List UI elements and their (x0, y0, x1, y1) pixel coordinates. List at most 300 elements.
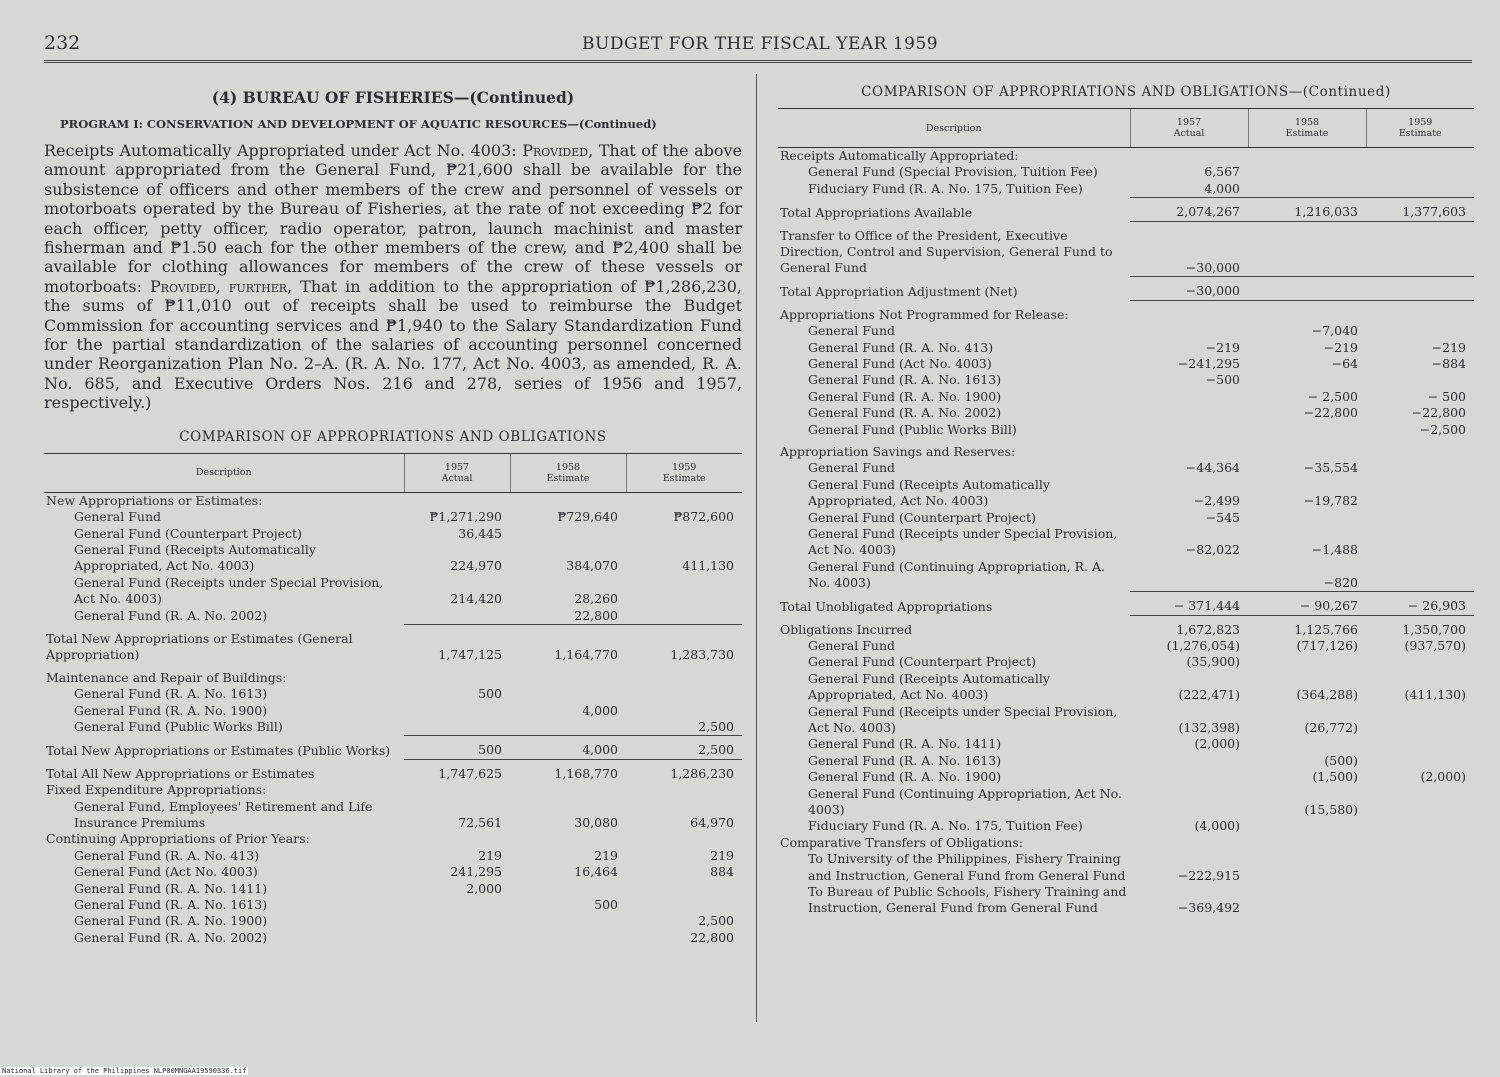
row-value (626, 881, 742, 897)
row-value: − 90,267 (1248, 598, 1366, 615)
table-row (44, 848, 742, 864)
row-description: General Fund, Employees' Retirement and Life Insurance Premiums (74, 798, 373, 830)
table-row (44, 881, 742, 897)
row-value (1248, 884, 1366, 917)
table-row (778, 164, 1474, 180)
table-row (778, 753, 1474, 769)
table-row (778, 736, 1474, 752)
row-value (510, 913, 626, 929)
row-value (1248, 228, 1366, 277)
table-row (44, 719, 742, 736)
row-value: −64 (1331, 355, 1358, 371)
row-value: 1,168,770 (554, 765, 618, 781)
row-value (1248, 164, 1366, 180)
row-value (626, 526, 742, 542)
row-description: General Fund (Public Works Bill) (74, 719, 283, 735)
table-row (44, 864, 742, 880)
row-description: General Fund (Receipts Automatically Appropriated, Act No. 4003) (808, 670, 1050, 703)
row-value: 500 (478, 686, 502, 702)
row-value (1248, 307, 1366, 323)
row-value (510, 782, 626, 798)
row-value (1130, 444, 1248, 460)
row-value (1130, 307, 1248, 323)
table-row (778, 884, 1474, 917)
table-row (778, 460, 1474, 476)
table-row (778, 307, 1474, 323)
row-description: General Fund (R. A. No. 1613) (74, 897, 268, 913)
row-value (1366, 884, 1474, 917)
row-value: 2,074,267 (1130, 204, 1248, 221)
scan-footer: National Library of the Philippines NLP00MNGAA19590336.tif (2, 1067, 247, 1075)
row-description: General Fund (Receipts under Special Provision, Act No. 4003) (808, 703, 1118, 735)
table-row (778, 638, 1474, 654)
table-row (44, 799, 742, 832)
para-provided-further: Provided, further, (149, 276, 293, 296)
row-value (404, 930, 510, 946)
row-description: Appropriation Savings and Reserves: (780, 444, 1016, 459)
row-value: −369,492 (1177, 900, 1240, 916)
row-value: − 2,500 (1307, 388, 1358, 404)
row-value (626, 831, 742, 847)
row-description: General Fund (Act No. 4003) (808, 355, 992, 371)
row-value: (222,471) (1178, 687, 1240, 703)
row-value (510, 526, 626, 542)
column-header: 1958 Estimate (1248, 109, 1366, 148)
row-description: General Fund (Receipts under Special Provision, Act No. 4003) (808, 526, 1118, 558)
row-description: Transfer to Office of the President, Executive Direction, Control and Supervision, General Fund to General Fund (780, 227, 1113, 276)
row-value: −219 (1323, 339, 1358, 355)
row-value: −219 (1205, 339, 1240, 355)
row-value: −222,915 (1177, 867, 1240, 883)
table-row (44, 670, 742, 686)
row-value: − 500 (1427, 388, 1466, 404)
row-value (1248, 444, 1366, 460)
para-part-1: Receipts Automatically Appropriated under Act No. 4003: (44, 141, 523, 160)
row-value: 72,561 (458, 815, 502, 830)
row-value: −35,554 (1303, 460, 1358, 476)
row-value (1248, 835, 1366, 851)
table-row (778, 204, 1474, 221)
row-value (1130, 405, 1248, 421)
row-value (1366, 444, 1474, 460)
row-description: General Fund (R. A. No. 413) (808, 339, 994, 355)
row-value: 1,286,230 (670, 765, 734, 781)
row-value (510, 686, 626, 702)
table-row (778, 769, 1474, 785)
row-description: General Fund (R. A. No. 1900) (808, 769, 1002, 785)
table-row (44, 575, 742, 608)
row-description: General Fund (Receipts Automatically Appropriated, Act No. 4003) (808, 476, 1050, 509)
row-description: General Fund (R. A. No. 1613) (74, 686, 268, 702)
row-value: 16,464 (574, 864, 618, 880)
row-value (1366, 323, 1474, 339)
table-row (44, 831, 742, 847)
row-description: Total All New Appropriations or Estimates (46, 765, 315, 781)
table-row (778, 477, 1474, 510)
para-part-3: That in addition to the appropriation of ₱1,286,230, the sums of ₱11,010 out of receipts shall be used to reimburse the Budget Commission for accounting services and ₱1,940 to the Salary Standardization Fund for the partial standardization of the salaries of accounting personnel concerned under Reorganization Plan No. 2–A. (R. A. No. 177, Act No. 4003, as amended, R. A. No. 685, and Executive Orders Nos. 216 and 278, series of 1956 and 1957, respectively.) (44, 276, 742, 413)
row-value (1366, 559, 1474, 592)
row-value: (500) (1324, 752, 1358, 768)
table-row (778, 405, 1474, 421)
row-description: General Fund (Receipts Automatically Appropriated, Act No. 4003) (74, 541, 316, 574)
row-value (626, 608, 742, 625)
row-value (1366, 460, 1474, 476)
table-row (44, 492, 742, 509)
column-header: 1959 Estimate (626, 453, 742, 492)
row-value: −884 (1431, 355, 1466, 371)
row-description: General Fund (R. A. No. 1613) (808, 752, 1002, 768)
row-value: −219 (1431, 339, 1466, 355)
row-value (404, 897, 510, 913)
row-value: −30,000 (1130, 283, 1248, 300)
row-value (1366, 851, 1474, 884)
row-value: 500 (594, 897, 618, 913)
program-heading: PROGRAM I: CONSERVATION AND DEVELOPMENT OF AQUATIC RESOURCES—(Continued) (60, 117, 657, 131)
row-description: General Fund (808, 460, 896, 476)
row-description: General Fund (808, 323, 896, 339)
right-column (778, 72, 1474, 917)
table-header-row (44, 453, 742, 492)
row-value: 36,445 (458, 525, 502, 541)
table-header-row (778, 109, 1474, 148)
row-value (510, 881, 626, 897)
column-header: 1957 Actual (1130, 109, 1248, 148)
row-description: General Fund (Counterpart Project) (808, 509, 1036, 525)
right-comparison-table (778, 108, 1474, 917)
row-value: −2,500 (1419, 421, 1466, 437)
table-row (778, 598, 1474, 615)
row-value: (2,000) (1194, 736, 1240, 752)
row-value (1366, 835, 1474, 851)
table-row (44, 703, 742, 719)
row-value (1366, 654, 1474, 670)
table-row (778, 181, 1474, 198)
row-value: 1,377,603 (1366, 204, 1474, 221)
row-value: 224,970 (450, 558, 502, 574)
row-value (626, 492, 742, 509)
row-description: Comparative Transfers of Obligations: (780, 834, 1023, 850)
running-head: BUDGET FOR THE FISCAL YEAR 1959 (582, 34, 939, 54)
row-value: 411,130 (682, 558, 734, 574)
row-value (1248, 654, 1366, 670)
row-value: (26,772) (1304, 720, 1358, 735)
row-value (404, 492, 510, 509)
table-row (778, 622, 1474, 638)
row-value (1248, 510, 1366, 526)
row-value: (2,000) (1420, 769, 1466, 785)
row-value: 1,672,823 (1176, 621, 1240, 637)
row-value: (411,130) (1404, 687, 1466, 703)
row-description: General Fund (R. A. No. 2002) (74, 929, 268, 945)
table-row (44, 509, 742, 525)
row-description: General Fund (R. A. No. 1411) (74, 880, 268, 896)
row-description: New Appropriations or Estimates: (46, 492, 263, 508)
left-comparison-table (44, 453, 742, 947)
row-value (1366, 181, 1474, 198)
table-row (44, 526, 742, 542)
row-value (1130, 323, 1248, 339)
page-number: 232 (44, 32, 81, 54)
column-header: 1958 Estimate (510, 453, 626, 492)
row-value (1248, 148, 1366, 165)
row-value: −82,022 (1185, 542, 1240, 558)
column-header: Description (778, 109, 1130, 148)
row-value (1366, 786, 1474, 819)
row-value (1130, 422, 1248, 438)
row-description: Maintenance and Repair of Buildings: (46, 669, 287, 685)
table-row (778, 323, 1474, 339)
header-rule (44, 60, 1472, 63)
table-row (778, 654, 1474, 670)
row-value (404, 608, 510, 625)
column-header: Description (44, 453, 404, 492)
row-description: Total Unobligated Appropriations (780, 598, 993, 614)
table-row (778, 356, 1474, 372)
row-description: General Fund (R. A. No. 1900) (74, 913, 268, 929)
table-row (778, 704, 1474, 737)
row-value (626, 575, 742, 608)
row-value: (1,500) (1312, 769, 1358, 785)
table-row (44, 686, 742, 702)
row-value: 1,125,766 (1294, 621, 1358, 637)
row-value: 1,283,730 (670, 647, 734, 663)
row-description: Total New Appropriations or Estimates (General Appropriation) (46, 630, 353, 663)
row-value (1130, 389, 1248, 405)
row-value (1130, 148, 1248, 165)
table-row (778, 444, 1474, 460)
row-value (626, 686, 742, 702)
row-description: General Fund (R. A. No. 2002) (74, 608, 268, 624)
row-value: 2,500 (698, 913, 734, 929)
row-description: Obligations Incurred (780, 621, 913, 637)
row-value: 241,295 (450, 864, 502, 880)
row-value (510, 492, 626, 509)
table-row (778, 559, 1474, 592)
row-value: 22,800 (510, 608, 626, 625)
table-row (44, 766, 742, 782)
table-row (778, 671, 1474, 704)
table-row (778, 148, 1474, 165)
row-value: 28,260 (574, 591, 618, 607)
row-value (1366, 526, 1474, 559)
row-value: −2,499 (1193, 493, 1240, 509)
row-value (510, 719, 626, 736)
row-value: −30,000 (1130, 228, 1248, 277)
row-value (510, 670, 626, 686)
row-description: Fixed Expenditure Appropriations: (46, 782, 267, 798)
row-value: −1,488 (1311, 542, 1358, 558)
row-value (626, 897, 742, 913)
row-value: ₱729,640 (557, 509, 618, 525)
row-value (1366, 818, 1474, 834)
row-value (1366, 228, 1474, 277)
left-column (44, 80, 742, 946)
table-row (44, 782, 742, 798)
table-row (778, 340, 1474, 356)
row-description: To Bureau of Public Schools, Fishery Training and Instruction, General Fund from General Fund (808, 884, 1127, 916)
row-description: To University of the Philippines, Fishery Training and Instruction, General Fund from General Fund (808, 851, 1126, 883)
row-value (1248, 422, 1366, 438)
row-description: Appropriations Not Programmed for Release: (780, 306, 1069, 322)
para-part-2: That of the above amount appropriated from the General Fund, ₱21,600 shall be available for the subsistence of officers and other members of the crew and personnel of vessels or motorboats operated by the Bureau of Fisheries, at the rate of not exceeding ₱2 for each officer, petty officer, radio operator, patron, launch machinist and master fisherman and ₱1.50 each for the other members of the crew, and ₱2,400 shall be available for clothing allowances for members of the crew of these vessels or motorboats: (44, 141, 743, 296)
row-description: Total Appropriation Adjustment (Net) (780, 283, 1018, 299)
row-description: Fiduciary Fund (R. A. No. 175, Tuition Fee) (808, 181, 1083, 197)
row-value: 4,000 (1130, 181, 1248, 198)
row-description: Total Appropriations Available (780, 204, 973, 220)
table-row (778, 283, 1474, 300)
row-value (404, 831, 510, 847)
row-description: General Fund (Counterpart Project) (74, 525, 302, 541)
row-value: (717,126) (1296, 637, 1358, 653)
row-value (510, 930, 626, 946)
table-row (44, 542, 742, 575)
row-value (404, 782, 510, 798)
row-value (1130, 753, 1248, 769)
row-value: 6,567 (1204, 164, 1240, 180)
row-value: 214,420 (450, 591, 502, 607)
row-description: General Fund (808, 637, 896, 653)
table-row (44, 913, 742, 929)
row-value: 1,747,625 (438, 765, 502, 781)
row-value: 4,000 (582, 702, 618, 718)
table-row (778, 526, 1474, 559)
right-table-title: COMPARISON OF APPROPRIATIONS AND OBLIGATIONS—(Continued) (861, 84, 1391, 100)
row-value: 64,970 (690, 815, 734, 830)
row-value: 219 (478, 847, 502, 863)
para-provided: Provided, (522, 141, 594, 160)
row-description: Receipts Automatically Appropriated: (780, 148, 1019, 163)
row-value: −22,800 (1411, 405, 1466, 421)
row-value: −545 (1205, 509, 1240, 525)
row-value: (35,900) (1186, 654, 1240, 670)
row-value (404, 719, 510, 736)
row-value: 884 (710, 864, 734, 880)
row-value (1366, 148, 1474, 165)
row-value (404, 913, 510, 929)
row-value (626, 670, 742, 686)
row-description: General Fund (Continuing Appropriation, Act No. 4003) (808, 785, 1122, 818)
row-description: General Fund (Receipts under Special Provision, Act No. 4003) (74, 574, 384, 607)
row-value: −7,040 (1311, 323, 1358, 339)
row-value: 1,164,770 (554, 647, 618, 663)
section-heading: (4) BUREAU OF FISHERIES—(Continued) (211, 88, 575, 107)
row-value (404, 670, 510, 686)
row-description: Continuing Appropriations of Prior Years: (46, 831, 310, 847)
row-value (1248, 283, 1366, 300)
row-description: General Fund (Act No. 4003) (74, 864, 258, 880)
row-value: 22,800 (690, 929, 734, 945)
row-value: (15,580) (1304, 802, 1358, 818)
table-row (778, 372, 1474, 388)
row-value (1366, 307, 1474, 323)
row-value: −44,364 (1185, 460, 1240, 476)
row-value (510, 831, 626, 847)
row-value (1366, 477, 1474, 510)
row-description: General Fund (R. A. No. 1900) (808, 388, 1002, 404)
row-value (1248, 372, 1366, 388)
table-row (778, 818, 1474, 834)
row-value: (364,288) (1296, 687, 1358, 703)
table-row (44, 930, 742, 946)
row-value: ₱872,600 (673, 509, 734, 525)
row-value: 1,350,700 (1402, 621, 1466, 637)
table-row (778, 228, 1474, 277)
row-value: 1,216,033 (1248, 204, 1366, 221)
row-value (1366, 164, 1474, 180)
row-value: 2,000 (466, 880, 502, 896)
row-description: General Fund (R. A. No. 1613) (808, 372, 1002, 388)
row-value: −22,800 (1303, 405, 1358, 421)
row-value (1366, 510, 1474, 526)
row-value (1130, 835, 1248, 851)
row-description: General Fund (Public Works Bill) (808, 421, 1017, 437)
row-value: −241,295 (1177, 355, 1240, 371)
row-value: 384,070 (566, 558, 618, 574)
row-value (1130, 559, 1248, 592)
column-header: 1959 Estimate (1366, 109, 1474, 148)
table-row (44, 742, 742, 759)
table-row (44, 631, 742, 664)
row-value: 30,080 (574, 815, 618, 830)
row-description: General Fund (Counterpart Project) (808, 654, 1036, 670)
table-row (778, 510, 1474, 526)
row-description: General Fund (R. A. No. 2002) (808, 405, 1002, 421)
row-value (404, 703, 510, 719)
table-row (778, 422, 1474, 438)
row-value (1366, 372, 1474, 388)
row-description: General Fund (Special Provision, Tuition Fee) (808, 164, 1098, 180)
row-value: 2,500 (626, 742, 742, 759)
row-value (1366, 283, 1474, 300)
row-value: (937,570) (1404, 637, 1466, 653)
row-description: Total New Appropriations or Estimates (Public Works) (46, 742, 391, 758)
row-value (1366, 736, 1474, 752)
row-value: −19,782 (1303, 493, 1358, 509)
row-value (1130, 769, 1248, 785)
column-header: 1957 Actual (404, 453, 510, 492)
row-value (1366, 704, 1474, 737)
table-row (778, 835, 1474, 851)
row-description: General Fund (R. A. No. 1411) (808, 736, 1002, 752)
row-value: − 371,444 (1130, 598, 1248, 615)
row-description: General Fund (74, 509, 162, 525)
row-value (1248, 818, 1366, 834)
row-value: (1,276,054) (1166, 637, 1240, 653)
row-value (1248, 736, 1366, 752)
row-value (1248, 181, 1366, 198)
row-value: ₱1,271,290 (429, 509, 502, 525)
row-value: (4,000) (1194, 818, 1240, 834)
row-value: 1,747,125 (438, 647, 502, 663)
row-description: Fiduciary Fund (R. A. No. 175, Tuition Fee) (808, 818, 1083, 834)
table-row (44, 897, 742, 913)
row-value: 4,000 (510, 742, 626, 759)
provision-paragraph (44, 141, 742, 413)
row-value (1130, 786, 1248, 819)
row-description: General Fund (R. A. No. 1900) (74, 702, 268, 718)
table-row (778, 851, 1474, 884)
row-value: (132,398) (1178, 720, 1240, 735)
left-table-title: COMPARISON OF APPROPRIATIONS AND OBLIGATIONS (179, 428, 607, 445)
row-value: 2,500 (626, 719, 742, 736)
table-row (44, 608, 742, 625)
column-divider (756, 74, 757, 1022)
table-row (778, 389, 1474, 405)
row-value (626, 782, 742, 798)
row-value: −500 (1205, 372, 1240, 388)
row-value: −820 (1248, 559, 1366, 592)
row-value: 219 (594, 847, 618, 863)
